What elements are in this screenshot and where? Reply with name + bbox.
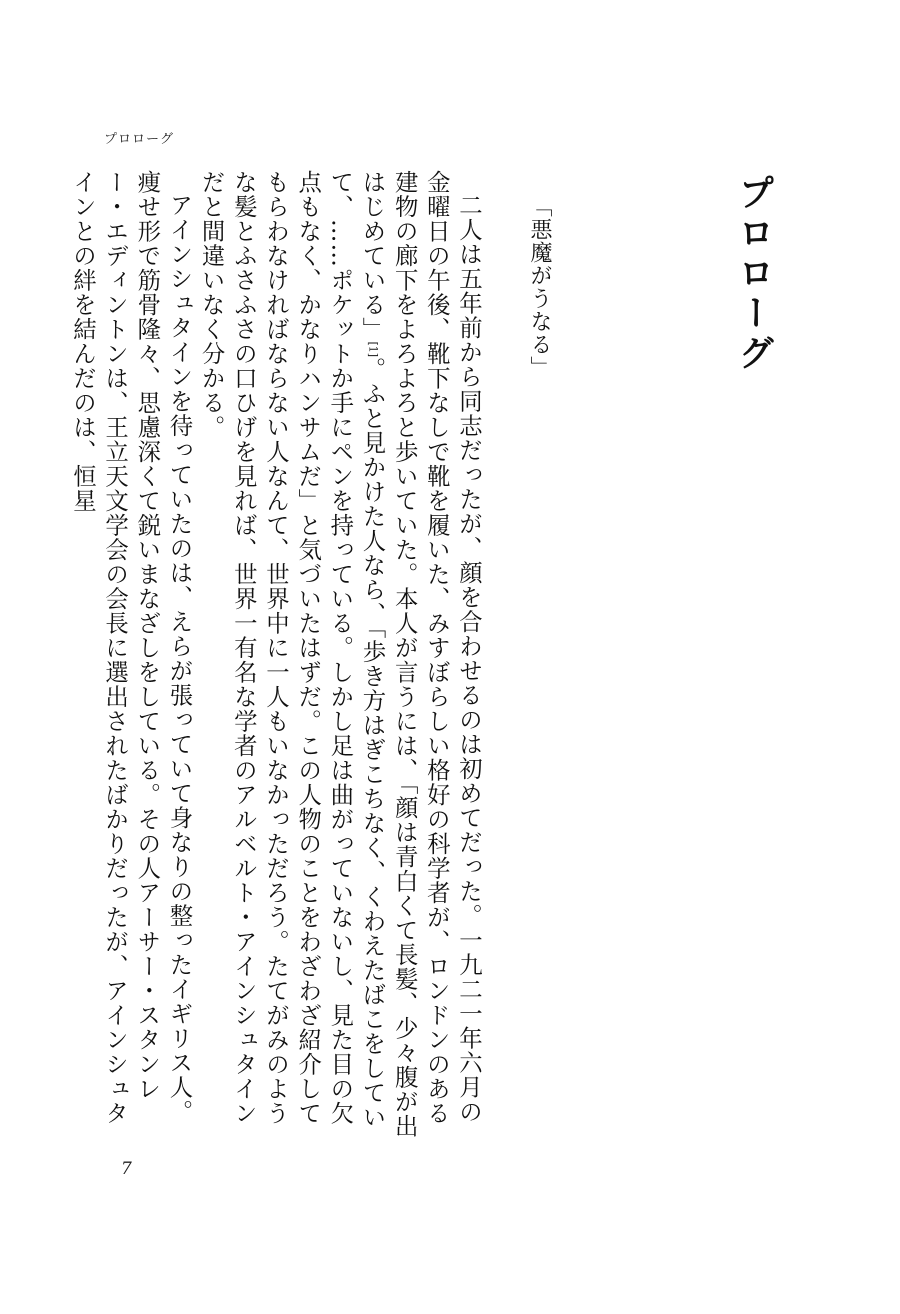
paragraph-2: アインシュタインを待っていたのは、えらが張っていて身なりの整ったイギリス人。痩せ形で筋骨隆々、思慮深くて鋭いまなざしをしている。その人アーサー・スタンレー・エディントンは、王立天文学会の会長に選出されたばかりだったが、アインシュタインとの絆を結んだのは、恒星 bbox=[68, 170, 194, 1126]
paragraph-1-part-2: 。ふと見かけた人なら、「歩き方はぎこちなく、くわえたばこをしていて、……ポケットか手にペンを持っている。しかし足は曲がっていないし、見た目の欠点もなく、かなりハンサムだ」と気づいたはずだ。この人物のことをわざわざ紹介してもらわなければならない人なんて、世界中に一人もいなかっただろう。たてがみのような髪とふさふさの口ひげを見れば、世界一有名な学者のアルベルト・アインシュタインだと間違いなく分かる。 bbox=[197, 170, 387, 1130]
page-number: 7 bbox=[121, 1159, 132, 1179]
paragraph-1 bbox=[195, 170, 485, 1145]
footnote-reference[interactable]: [1] bbox=[366, 341, 380, 358]
paragraph-1-part-1: 二人は五年前から同志だったが、顔を合わせるのは初めてだった。一九二一年六月の金曜日の午後、靴下なしで靴を履いた、みすぼらしい格好の科学者が、ロンドンのある建物の廊下をよろよろと歩いていた。本人が言うには、「顔は青白くて長髪、少々腹が出はじめている」 bbox=[358, 170, 483, 1139]
body-text bbox=[67, 170, 485, 1145]
running-head: プロローグ bbox=[104, 132, 175, 147]
chapter-title: プロローグ bbox=[733, 174, 774, 374]
section-heading: 「悪魔がうなる」 bbox=[527, 195, 552, 379]
